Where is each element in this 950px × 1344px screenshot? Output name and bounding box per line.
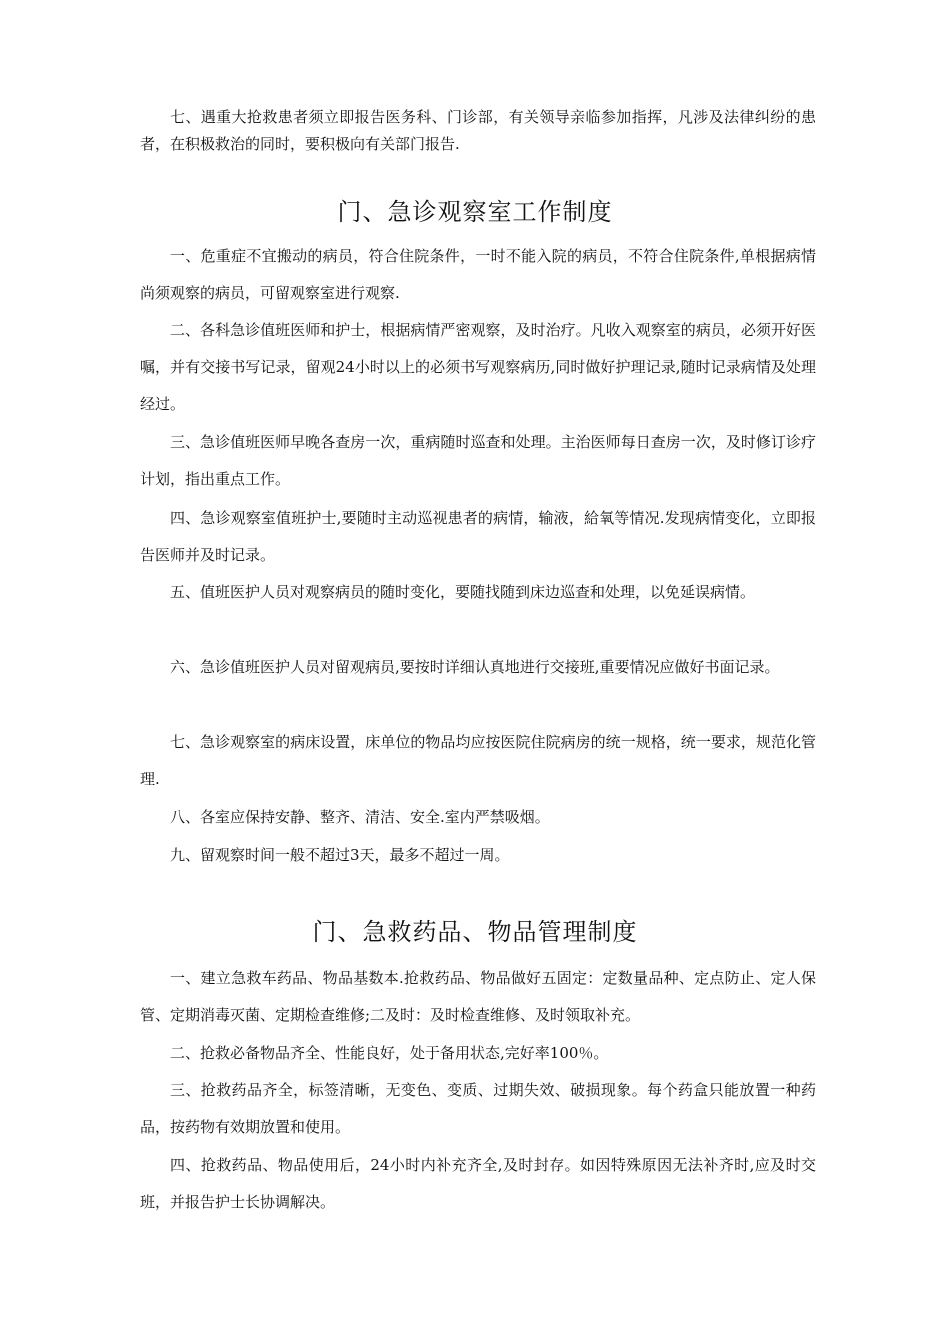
observation-paragraph-7: 七、急诊观察室的病床设置，床单位的物品均应按医院住院病房的统一规格，统一要求，规范化管理. bbox=[140, 733, 816, 788]
observation-paragraph-3: 三、急诊值班医师早晚各查房一次，重病随时巡查和处理。主治医师每日查房一次，及时修订诊疗计划，指出重点工作。 bbox=[140, 433, 816, 488]
section-title-emergency-drugs: 门、急救药品、物品管理制度 bbox=[312, 918, 638, 946]
observation-paragraph-1: 一、危重症不宜搬动的病员，符合住院条件，一时不能入院的病员，不符合住院条件,单根据病情尚须观察的病员，可留观察室进行观察. bbox=[140, 247, 816, 302]
observation-paragraph-6: 六、急诊值班医护人员对留观病员,要按时详细认真地进行交接班,重要情况应做好书面记录。 bbox=[170, 658, 780, 676]
observation-paragraph-4: 四、急诊观察室值班护士,要随时主动巡视患者的病情，输液，給氧等情况.发现病情变化，立即报告医师并及时记录。 bbox=[140, 509, 816, 564]
section-title-observation-room: 门、急诊观察室工作制度 bbox=[337, 198, 613, 226]
drugs-paragraph-1: 一、建立急救车药品、物品基数本.抢救药品、物品做好五固定：定数量品种、定点防止、定人保管、定期消毒灭菌、定期检查维修;二及时：及时检查维修、及时领取补充。 bbox=[140, 969, 816, 1024]
drugs-paragraph-4: 四、抢救药品、物品使用后，24小时内补充齐全,及时封存。如因特殊原因无法补齐时,应及时交班，并报告护士长协调解决。 bbox=[140, 1156, 816, 1211]
observation-paragraph-2: 二、各科急诊值班医师和护士，根据病情严密观察，及时治疗。凡收入观察室的病员，必须开好医嘱，并有交接书写记录，留观24小时以上的必须书写观察病历,同时做好护理记录,随时记录病情及处理经过。 bbox=[140, 321, 816, 413]
observation-paragraph-9: 九、留观察时间一般不超过3天，最多不超过一周。 bbox=[170, 846, 510, 864]
drugs-paragraph-3: 三、抢救药品齐全，标签清晰，无变色、变质、过期失效、破损现象。每个药盒只能放置一种药品，按药物有效期放置和使用。 bbox=[140, 1081, 816, 1136]
observation-paragraph-8: 八、各室应保持安静、整齐、清洁、安全.室内严禁吸烟。 bbox=[170, 808, 550, 826]
intro-paragraph-7: 七、遇重大抢救患者须立即报告医务科、门诊部，有关领导亲临参加指挥，凡涉及法律纠纷的患者，在积极救治的同时，要积极向有关部门报告. bbox=[140, 108, 816, 153]
drugs-paragraph-2: 二、抢救必备物品齐全、性能良好，处于备用状态,完好率100％。 bbox=[170, 1044, 609, 1062]
observation-paragraph-5: 五、值班医护人员对观察病员的随时变化，要随找随到床边巡查和处理，以免延误病情。 bbox=[170, 583, 756, 601]
